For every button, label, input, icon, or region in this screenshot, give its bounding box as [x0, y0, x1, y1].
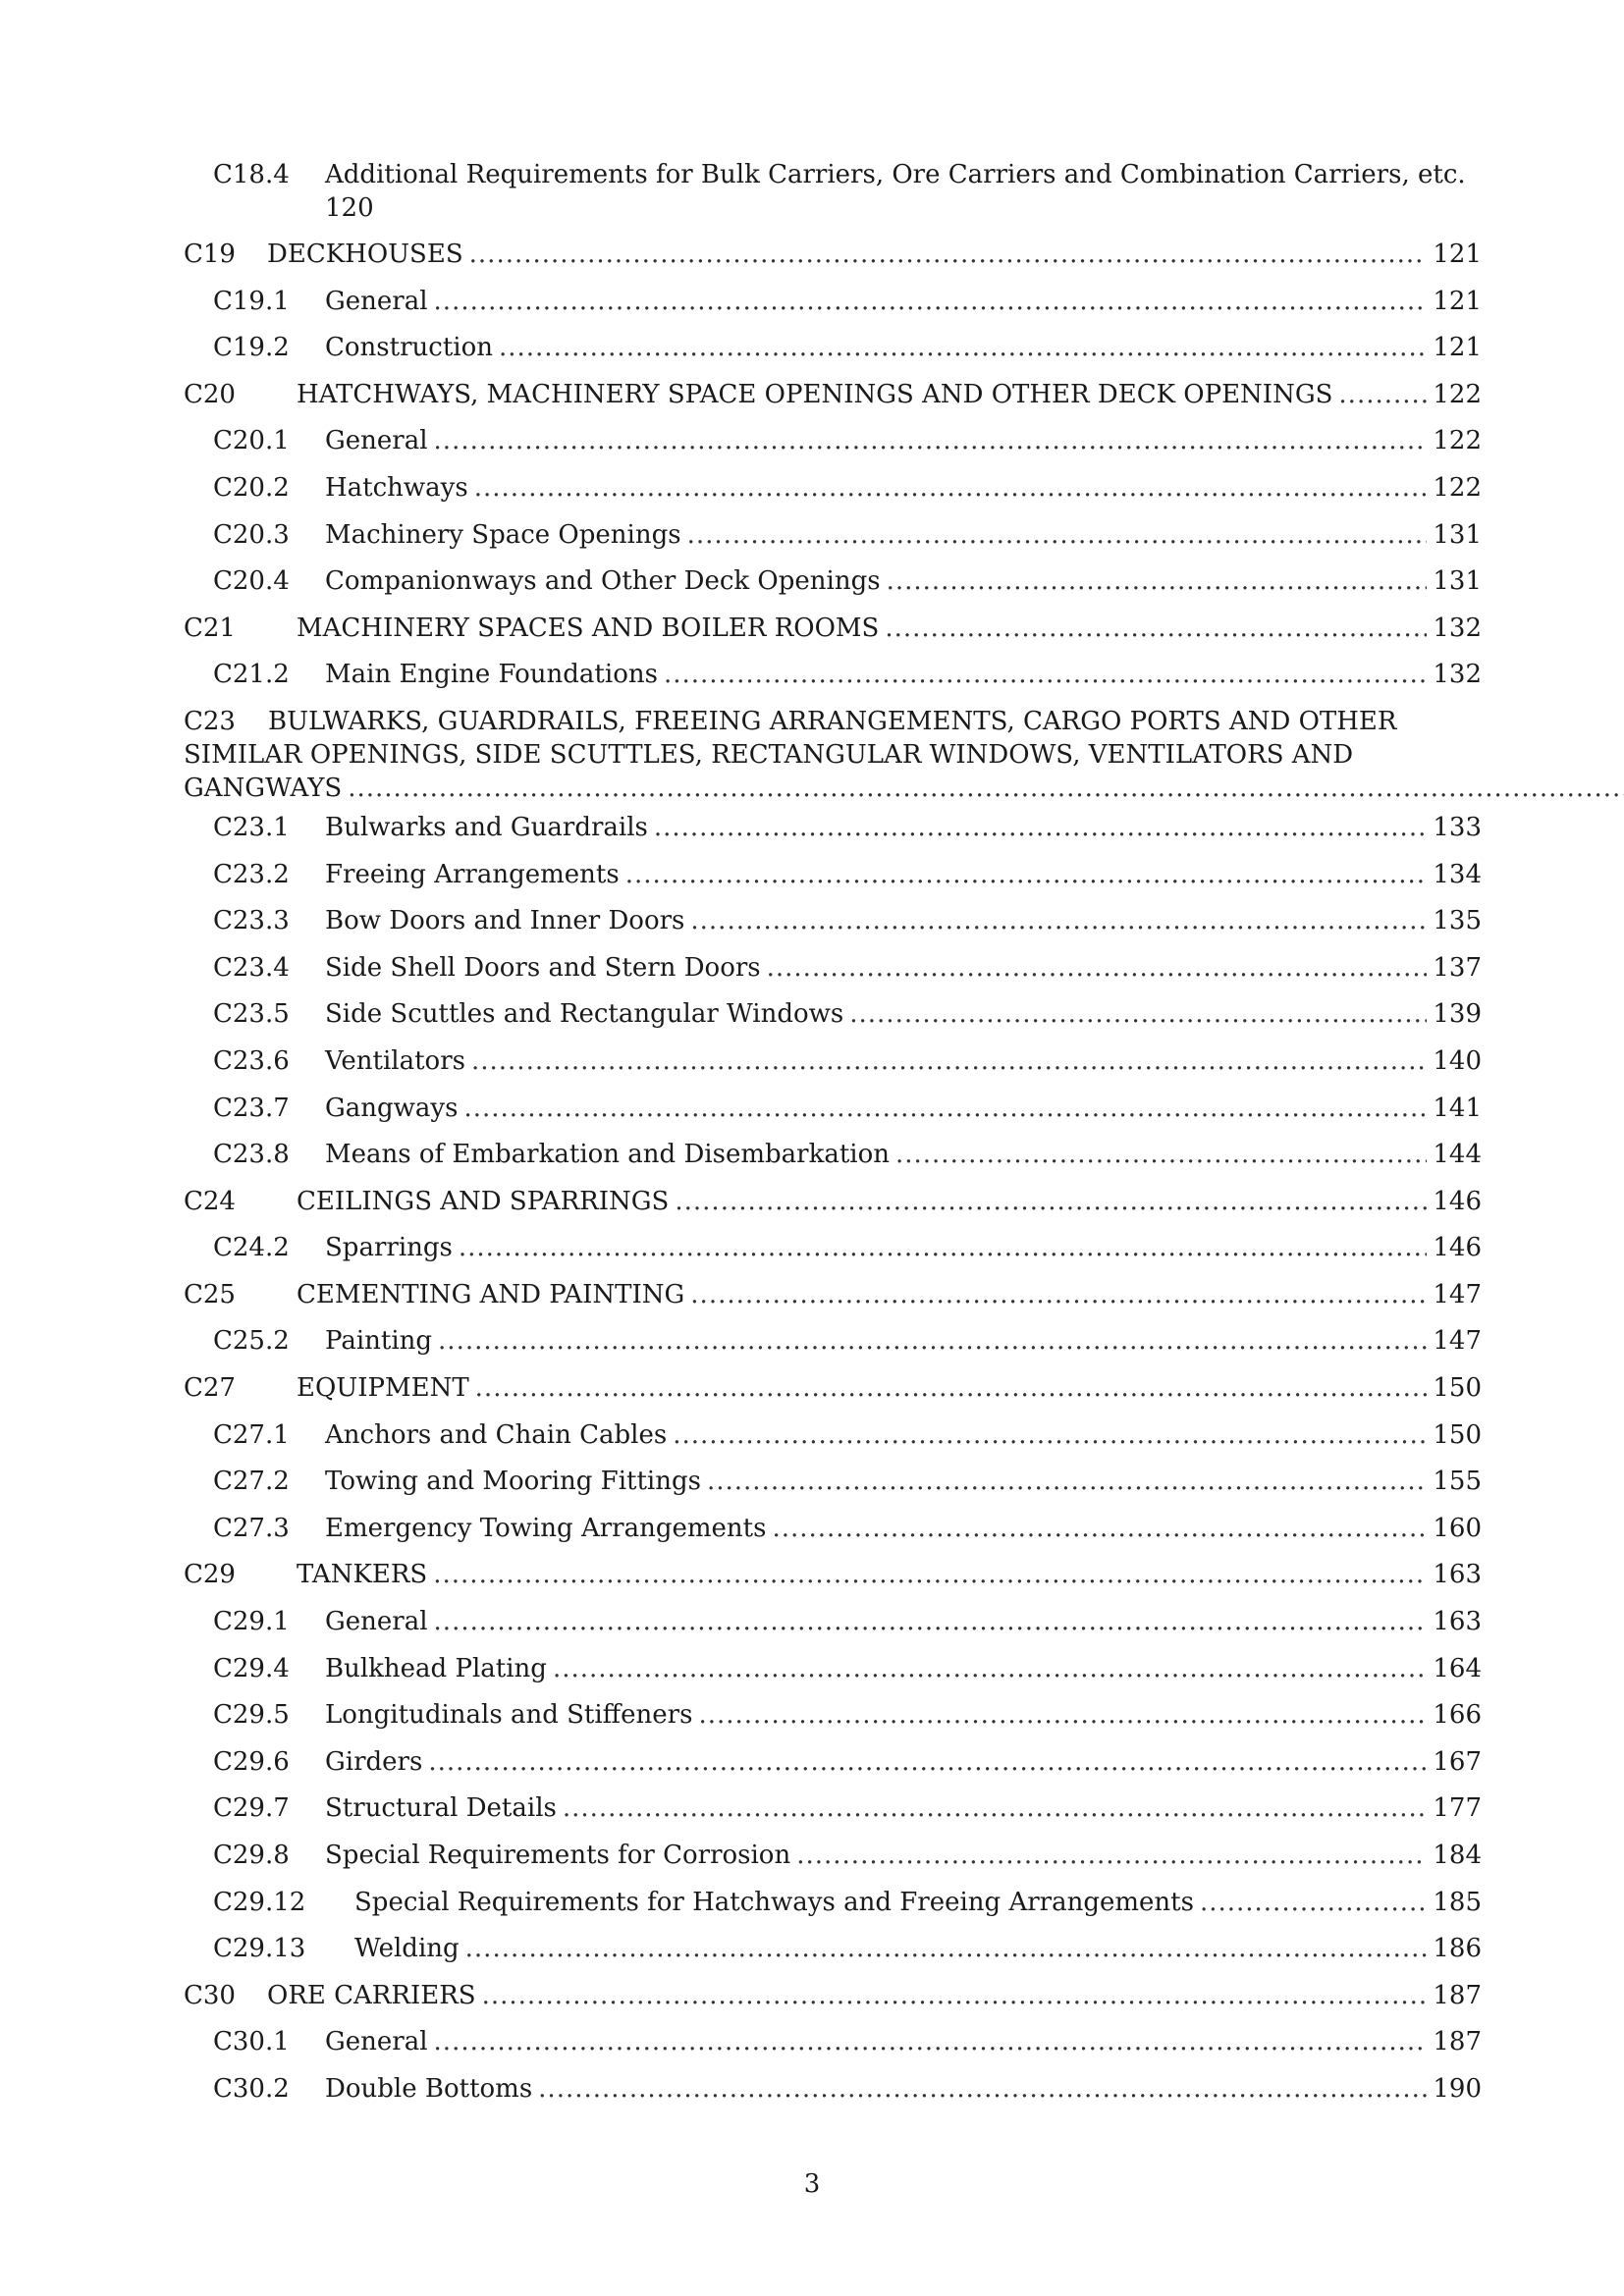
toc-entry-page: 185 [1433, 1887, 1482, 1917]
leader-dots [438, 1318, 1427, 1365]
toc-entry-c29-13[interactable] [184, 1926, 1482, 1973]
toc-entry-page: 134 [1433, 859, 1482, 889]
toc-entry-title: General [325, 286, 428, 316]
toc-entry-page: 144 [1433, 1140, 1482, 1170]
toc-entry-c24-2[interactable] [184, 1225, 1482, 1272]
leader-dots [482, 1973, 1428, 2020]
toc-entry-number: C23.3 [213, 906, 290, 936]
toc-entry-page: 150 [1433, 1419, 1482, 1450]
toc-entry-title-line-1: C23 BULWARKS, GUARDRAILS, FREEING ARRANGEMENTS, CARGO PORTS AND OTHER [184, 706, 1397, 736]
toc-entry-page: 131 [1433, 566, 1482, 597]
leader-dots [849, 991, 1427, 1039]
toc-entry-page: 187 [1433, 2027, 1482, 2057]
toc-entry-page: 167 [1433, 1746, 1482, 1777]
toc-entry-page: 166 [1433, 1700, 1482, 1731]
toc-entry-number: C25 [184, 1279, 236, 1309]
toc-entry-number: C18.4 [213, 160, 290, 189]
toc-entry-c23-3[interactable] [184, 898, 1482, 945]
toc-entry-title: Construction [325, 333, 493, 363]
toc-entry-c21[interactable] [184, 606, 1482, 653]
toc-entry-page: 163 [1433, 1607, 1482, 1637]
leader-dots [563, 1786, 1428, 1833]
toc-entry-page: 133 [1433, 812, 1482, 842]
leader-dots [707, 1459, 1427, 1506]
toc-entry-title: HATCHWAYS, MACHINERY SPACE OPENINGS AND OTHER DECK OPENINGS [297, 379, 1333, 409]
toc-entry-title: Structural Details [325, 1793, 557, 1824]
toc-entry-number: C29.4 [213, 1653, 290, 1683]
toc-entry-title: Main Engine Foundations [325, 660, 658, 690]
toc-entry-c27-1[interactable] [184, 1413, 1482, 1460]
leader-dots [463, 1086, 1427, 1133]
toc-entry-title: Side Shell Doors and Stern Doors [325, 952, 761, 983]
toc-entry-title: CEMENTING AND PAINTING [297, 1279, 685, 1309]
toc-entry-c23-4[interactable] [184, 945, 1482, 992]
toc-entry-title: Means of Embarkation and Disembarkation [325, 1140, 890, 1170]
toc-entry-c18-4[interactable] [184, 152, 1482, 232]
leader-dots [1338, 372, 1427, 419]
toc-entry-c19[interactable] [184, 232, 1482, 279]
toc-entry-title: MACHINERY SPACES AND BOILER ROOMS [297, 613, 880, 643]
toc-entry-c29-12[interactable] [184, 1880, 1482, 1927]
leader-dots [673, 1413, 1427, 1460]
toc-entry-title: General [325, 1607, 428, 1637]
leader-dots [459, 1225, 1427, 1272]
toc-entry-title: ORE CARRIERS [267, 1980, 476, 2010]
toc-entry-title: Anchors and Chain Cables [325, 1419, 668, 1450]
toc-entry-page: 147 [1433, 1326, 1482, 1357]
toc-list-2 [184, 805, 1482, 2113]
toc-entry-page: 121 [1433, 333, 1482, 363]
toc-entry-c23[interactable] [184, 699, 1482, 805]
toc-entry-number: C27.3 [213, 1513, 290, 1543]
toc-entry-page: 120 [325, 193, 374, 223]
leader-dots [475, 1365, 1428, 1413]
toc-entry-page: 146 [1433, 1186, 1482, 1216]
page-number: 3 [803, 2169, 821, 2199]
toc-entry-c19-2[interactable] [184, 325, 1482, 372]
toc-entry-c30-1[interactable] [184, 2019, 1482, 2066]
toc-entry-title-line-3: GANGWAYS [184, 773, 343, 803]
toc-entry-c20-2[interactable] [184, 465, 1482, 512]
leader-dots [690, 1272, 1427, 1319]
toc-entry-number: C29.8 [213, 1841, 290, 1870]
toc-entry-page: 132 [1433, 613, 1482, 643]
toc-entry-page: 122 [1433, 379, 1482, 409]
toc-entry-page: 163 [1433, 1560, 1482, 1590]
toc-entry-page: 177 [1433, 1793, 1482, 1824]
toc-entry-page: 122 [1433, 472, 1482, 503]
leader-dots [885, 606, 1427, 653]
toc-entry-c23-1[interactable] [184, 805, 1482, 852]
leader-dots [433, 1552, 1427, 1599]
toc-entry-page: 150 [1433, 1373, 1482, 1404]
toc-entry-title: Ventilators [325, 1045, 465, 1076]
toc-entry-page: 186 [1433, 1934, 1482, 1964]
toc-entry-c29-8[interactable] [184, 1833, 1482, 1880]
toc-entry-c19-1[interactable] [184, 279, 1482, 326]
toc-entry-number: C23.7 [213, 1093, 290, 1123]
toc-entry-c20[interactable] [184, 372, 1482, 419]
leader-dots [553, 1646, 1427, 1693]
leader-dots [469, 232, 1428, 279]
toc-entry-c20-1[interactable] [184, 418, 1482, 465]
leader-dots [471, 1039, 1427, 1086]
leader-dots [687, 512, 1428, 560]
toc-entry-c23-7[interactable] [184, 1086, 1482, 1133]
toc-entry-number: C30 [184, 1980, 236, 2010]
toc-entry-page: 137 [1433, 952, 1482, 983]
leader-dots [538, 2066, 1427, 2113]
toc-list-1 [184, 232, 1482, 699]
toc-entry-c27-3[interactable] [184, 1506, 1482, 1553]
toc-entry-title: General [325, 2027, 428, 2057]
toc-entry-number: C23.4 [213, 952, 290, 983]
toc-entry-title: General [325, 426, 428, 456]
leader-dots [474, 465, 1428, 512]
toc-entry-title: Double Bottoms [325, 2073, 533, 2104]
leader-dots [625, 852, 1428, 899]
leader-dots [434, 1599, 1428, 1646]
toc-entry-number: C30.1 [213, 2027, 290, 2057]
toc-entry-number: C24.2 [213, 1233, 290, 1263]
toc-entry-number: C23.1 [213, 812, 290, 842]
toc-entry-page: 122 [1433, 426, 1482, 456]
toc-entry-title: CEILINGS AND SPARRINGS [297, 1186, 670, 1216]
toc-entry-page: 160 [1433, 1513, 1482, 1543]
toc-entry-page: 141 [1433, 1093, 1482, 1123]
toc-entry-page: 187 [1433, 1980, 1482, 2010]
toc-entry-title: Longitudinals and Stiffeners [325, 1700, 693, 1731]
toc-entry-title: Hatchways [325, 472, 468, 503]
toc-entry-title: DECKHOUSES [267, 240, 463, 269]
leader-dots [434, 418, 1428, 465]
leader-dots [434, 279, 1428, 326]
toc-entry-page: 139 [1433, 999, 1482, 1030]
toc-entry-number: C20.3 [213, 519, 290, 550]
toc-entry-number: C29.5 [213, 1700, 290, 1731]
toc-entry-c25[interactable] [184, 1272, 1482, 1319]
toc-entry-c23-8[interactable] [184, 1132, 1482, 1179]
toc-entry-c24[interactable] [184, 1179, 1482, 1226]
toc-entry-title: Towing and Mooring Fittings [325, 1467, 701, 1497]
toc-entry-page: 146 [1433, 1233, 1482, 1263]
toc-entry-title: Bulkhead Plating [325, 1653, 547, 1683]
toc-entry-c30[interactable] [184, 1973, 1482, 2020]
toc-entry-c23-5[interactable] [184, 991, 1482, 1039]
leader-dots [796, 1833, 1427, 1880]
leader-dots [895, 1132, 1427, 1179]
toc-entry-c29[interactable] [184, 1552, 1482, 1599]
toc-entry-number: C29 [184, 1560, 236, 1590]
toc-entry-c20-3[interactable] [184, 512, 1482, 560]
toc-entry-number: C29.6 [213, 1746, 290, 1777]
leader-dots [1200, 1880, 1427, 1927]
toc-entry-title: TANKERS [297, 1560, 428, 1590]
leader-dots [675, 1179, 1427, 1226]
toc-entry-number: C24 [184, 1186, 236, 1216]
toc-entry-number: C20.4 [213, 566, 290, 597]
toc-entry-number: C19 [184, 240, 236, 269]
toc-entry-number: C21.2 [213, 660, 290, 690]
toc-entry-title: Painting [325, 1326, 433, 1357]
toc-entry-c25-2[interactable] [184, 1318, 1482, 1365]
leader-dots [654, 805, 1428, 852]
toc-entry-page: 140 [1433, 1045, 1482, 1076]
toc-entry-number: C30.2 [213, 2073, 290, 2104]
toc-entry-title: Freeing Arrangements [325, 859, 620, 889]
toc-entry-title: Side Scuttles and Rectangular Windows [325, 999, 844, 1030]
toc-entry-number: C20 [184, 379, 236, 409]
toc-entry-c23-6[interactable] [184, 1039, 1482, 1086]
toc-entry-number: C25.2 [213, 1326, 290, 1357]
toc-entry-number: C23.6 [213, 1045, 290, 1076]
toc-entry-title: Special Requirements for Hatchways and Freeing Arrangements [354, 1887, 1194, 1917]
toc-entry-c29-5[interactable] [184, 1692, 1482, 1739]
toc-entry-c29-4[interactable] [184, 1646, 1482, 1693]
leader-dots [434, 2019, 1428, 2066]
toc-entry-number: C21 [184, 613, 236, 643]
toc-entry-title: Bulwarks and Guardrails [325, 812, 648, 842]
toc-entry-page: 121 [1433, 286, 1482, 316]
toc-entry-c27[interactable] [184, 1365, 1482, 1413]
toc-entry-number: C27.2 [213, 1467, 290, 1497]
toc-entry-c20-4[interactable] [184, 559, 1482, 606]
toc-entry-number: C19.2 [213, 333, 290, 363]
toc-entry-c29-7[interactable] [184, 1786, 1482, 1833]
leader-dots [690, 898, 1427, 945]
toc-entry-number: C23.5 [213, 999, 290, 1030]
toc-entry-page: 164 [1433, 1653, 1482, 1683]
toc-entry-page: 190 [1433, 2073, 1482, 2104]
table-of-contents [184, 152, 1482, 2113]
toc-entry-title: Special Requirements for Corrosion [325, 1841, 791, 1870]
toc-entry-title: Sparrings [325, 1233, 453, 1263]
toc-entry-number: C20.1 [213, 426, 290, 456]
leader-dots [664, 652, 1427, 699]
toc-entry-c23-2[interactable] [184, 852, 1482, 899]
toc-entry-number: C20.2 [213, 472, 290, 503]
toc-entry-page: 135 [1433, 906, 1482, 936]
toc-entry-page: 121 [1433, 240, 1482, 269]
toc-entry-title: Machinery Space Openings [325, 519, 681, 550]
toc-entry-title: Companionways and Other Deck Openings [325, 566, 881, 597]
toc-entry-title-line-2: SIMILAR OPENINGS, SIDE SCUTTLES, RECTANGULAR WINDOWS, VENTILATORS AND [184, 739, 1354, 770]
toc-entry-number: C27 [184, 1373, 236, 1404]
leader-dots [767, 945, 1428, 992]
toc-entry-number: C29.12 [213, 1887, 306, 1917]
toc-entry-page: 132 [1433, 660, 1482, 690]
toc-entry-number: C29.13 [213, 1934, 306, 1964]
toc-entry-c21-2[interactable] [184, 652, 1482, 699]
leader-dots [348, 774, 1624, 803]
toc-entry-number: C23.8 [213, 1140, 290, 1170]
leader-dots [465, 1926, 1428, 1973]
leader-dots [698, 1692, 1427, 1739]
toc-entry-title: Gangways [325, 1093, 459, 1123]
toc-entry-c29-1[interactable] [184, 1599, 1482, 1646]
toc-entry-title: Additional Requirements for Bulk Carriers, Ore Carriers and Combination Carriers, etc. [325, 160, 1466, 189]
leader-dots [772, 1506, 1427, 1553]
toc-entry-page: 147 [1433, 1279, 1482, 1309]
toc-entry-number: C29.1 [213, 1607, 290, 1637]
toc-entry-c27-2[interactable] [184, 1459, 1482, 1506]
toc-entry-number: C27.1 [213, 1419, 290, 1450]
leader-dots [428, 1739, 1427, 1787]
toc-entry-title: Emergency Towing Arrangements [325, 1513, 767, 1543]
toc-entry-number: C29.7 [213, 1793, 290, 1824]
toc-entry-c29-6[interactable] [184, 1739, 1482, 1787]
toc-entry-title: Girders [325, 1746, 423, 1777]
toc-entry-c30-2[interactable] [184, 2066, 1482, 2113]
toc-entry-number: C19.1 [213, 286, 290, 316]
toc-entry-title: EQUIPMENT [297, 1373, 469, 1404]
toc-entry-title: Welding [354, 1934, 460, 1964]
toc-entry-page: 184 [1433, 1841, 1482, 1870]
toc-entry-page: 131 [1433, 519, 1482, 550]
leader-dots [887, 559, 1428, 606]
leader-dots [499, 325, 1427, 372]
toc-entry-page: 155 [1433, 1467, 1482, 1497]
toc-entry-number: C23.2 [213, 859, 290, 889]
toc-entry-title: Bow Doors and Inner Doors [325, 906, 685, 936]
